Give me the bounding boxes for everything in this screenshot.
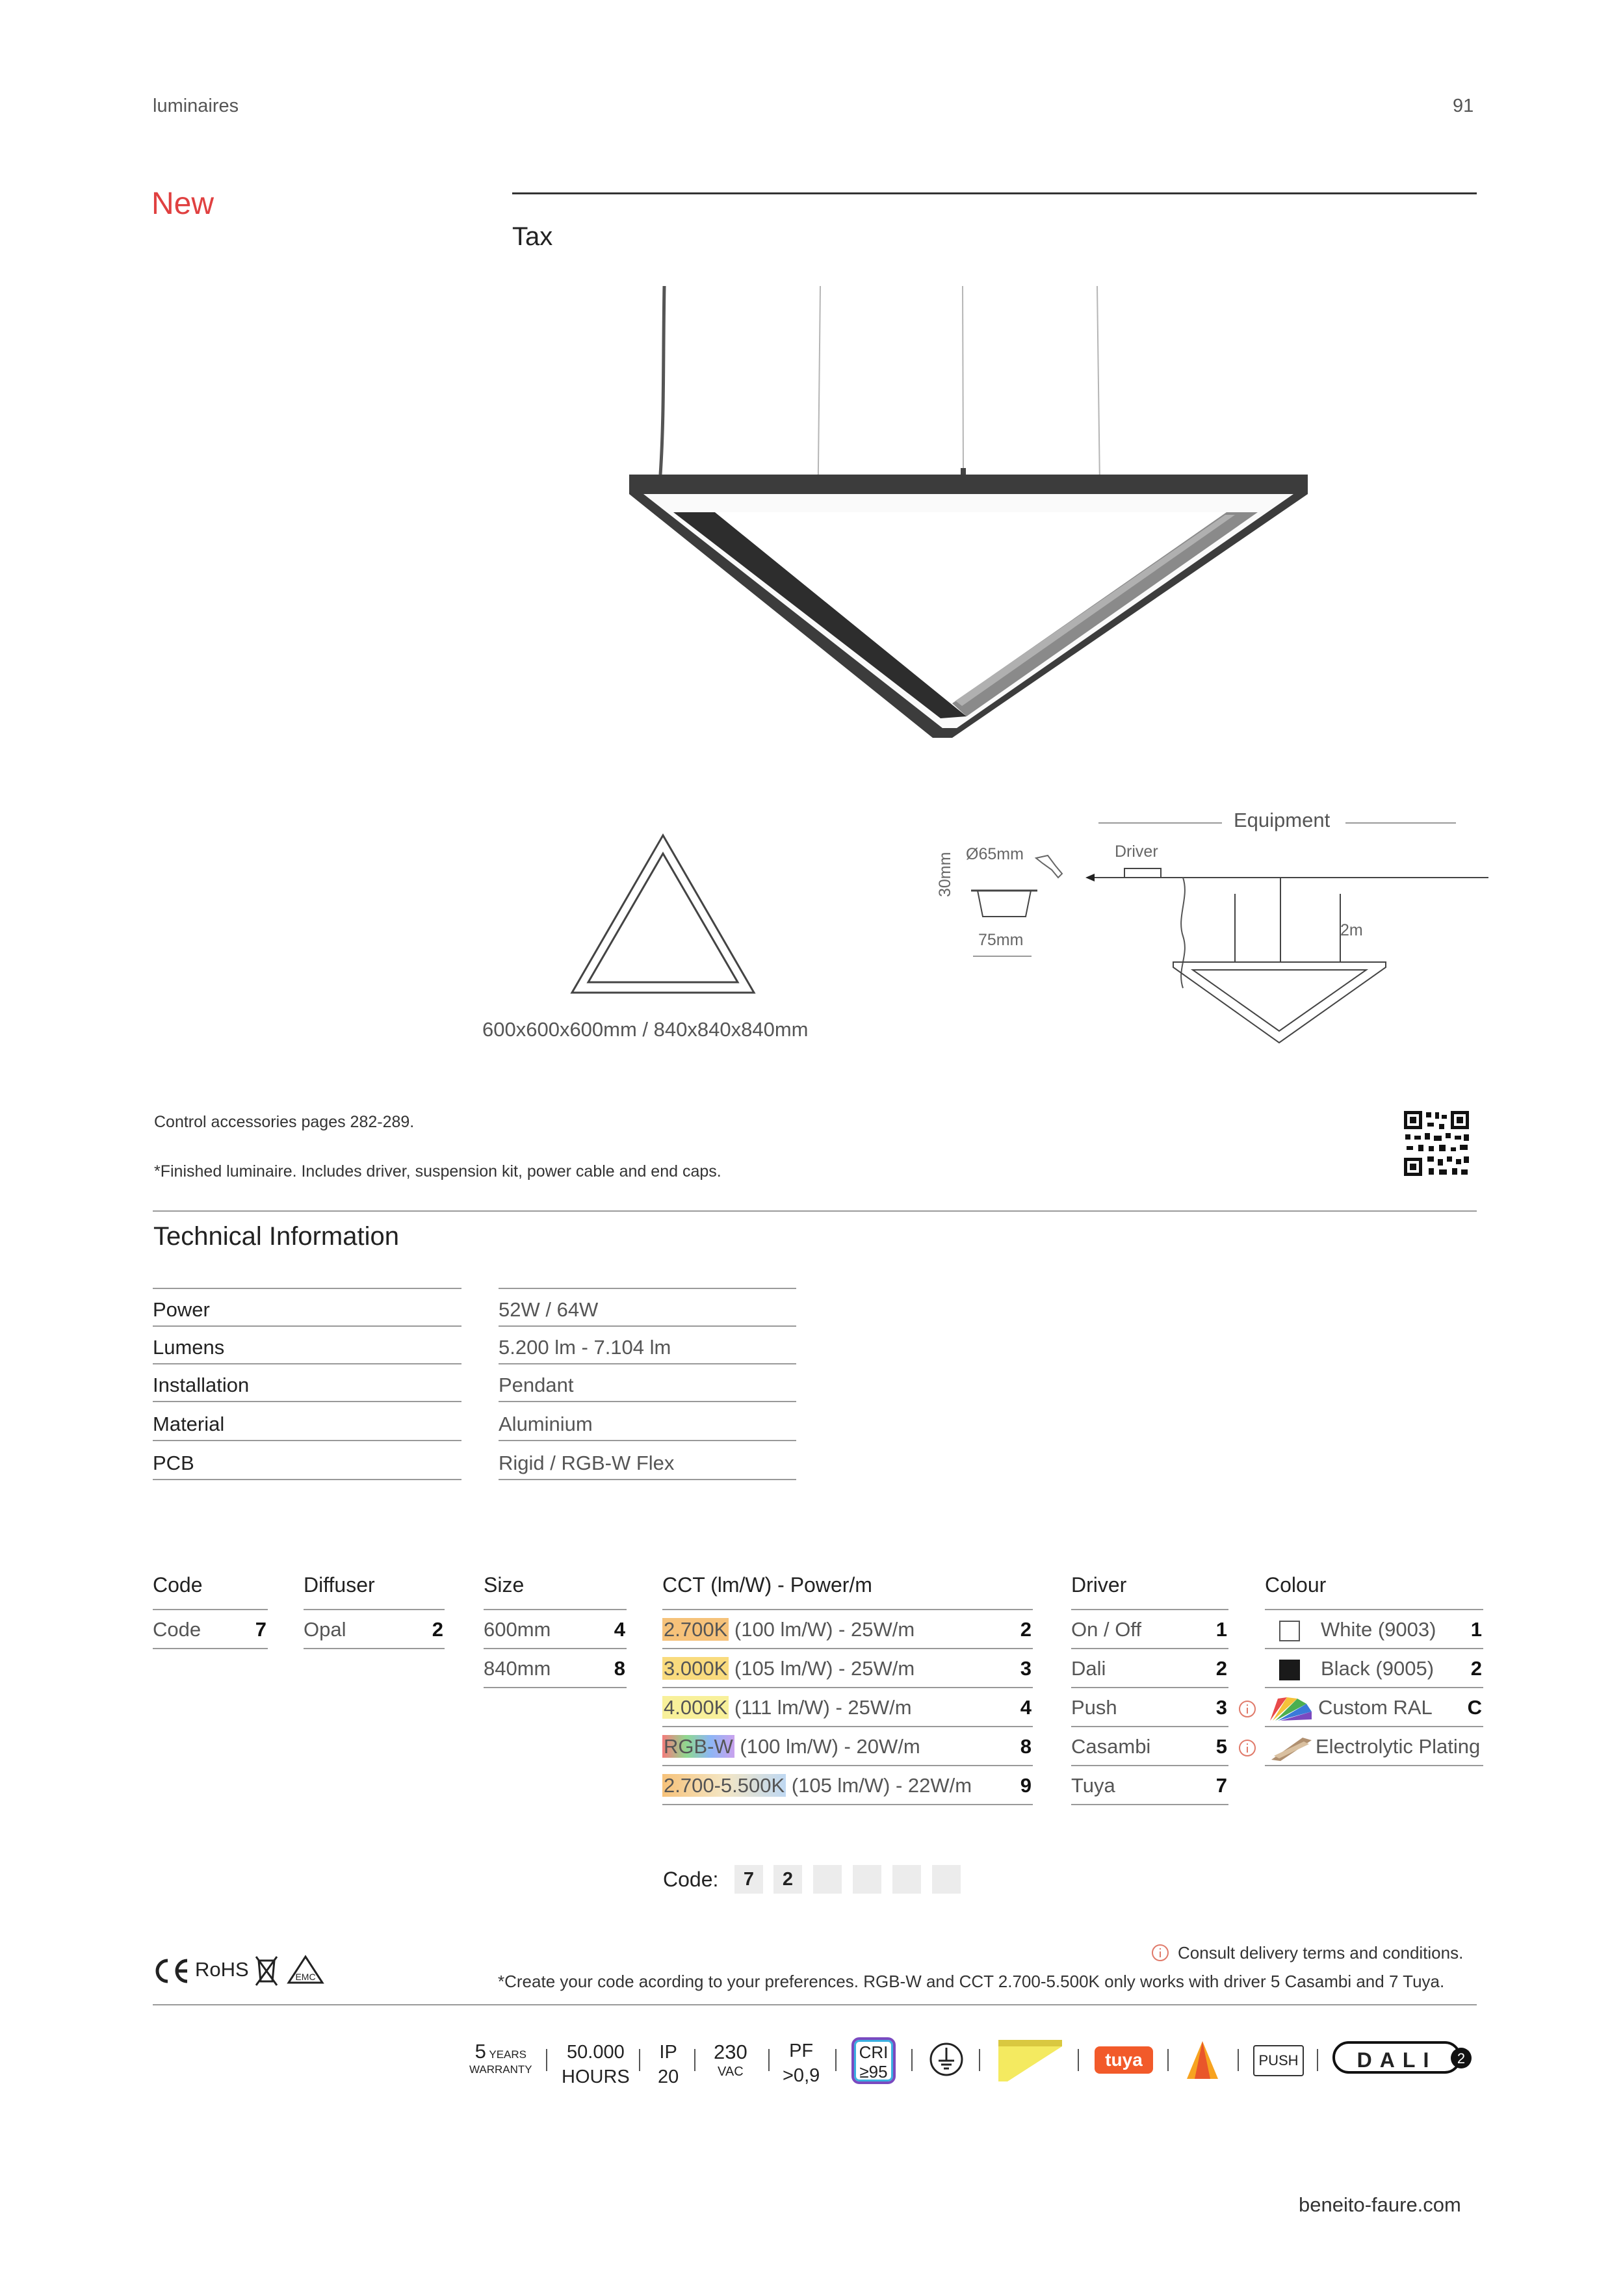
casambi-logo — [1184, 2039, 1221, 2081]
voltage-value: 230 — [714, 2041, 747, 2063]
spec-row-material — [153, 1403, 796, 1441]
option-label: On / Off — [1071, 1618, 1141, 1641]
weee-icon — [252, 1953, 281, 1988]
cct-tag: 2.700K — [664, 1618, 728, 1641]
spec-value: Aluminium — [499, 1413, 593, 1435]
option-label: Opal — [304, 1618, 346, 1641]
title-rule — [512, 192, 1477, 194]
option-label — [662, 1657, 915, 1680]
spec-label: PCB — [153, 1452, 194, 1474]
hours-number: 50.000 — [567, 2042, 625, 2063]
driver-option-tuya[interactable] — [1071, 1766, 1228, 1805]
spec-row-lumens — [153, 1327, 796, 1364]
warranty-badge — [469, 2040, 532, 2076]
option-number: 2 — [1215, 1657, 1227, 1680]
colour-option-plating[interactable] — [1265, 1727, 1483, 1766]
option-label: Dali — [1071, 1657, 1106, 1680]
hours-label: HOURS — [562, 2067, 630, 2087]
separator — [546, 2049, 547, 2071]
spec-value: Pendant — [499, 1374, 574, 1396]
cct-tag: RGB-W — [664, 1735, 733, 1758]
driver-option-push[interactable] — [1071, 1688, 1228, 1727]
option-label: White (9003) — [1321, 1618, 1436, 1641]
code-slot[interactable] — [892, 1865, 921, 1894]
separator — [979, 2049, 980, 2071]
option-number: 4 — [614, 1618, 625, 1641]
cct-detail: (100 lm/W) - 20W/m — [734, 1735, 920, 1758]
tuya-logo: tuya — [1095, 2046, 1153, 2074]
option-number: 8 — [614, 1657, 625, 1680]
cable-length: 2m — [1340, 921, 1363, 939]
driver-width: 75mm — [978, 931, 1024, 949]
size-option-840[interactable] — [484, 1649, 627, 1688]
rohs-mark: RoHS — [195, 1958, 249, 1981]
cri-badge — [851, 2037, 896, 2084]
cct-option-tunable[interactable] — [662, 1766, 1033, 1805]
separator — [1167, 2049, 1169, 2071]
colour-option-black[interactable] — [1265, 1649, 1483, 1688]
equipment-rule-left — [1098, 822, 1222, 824]
page-number: 91 — [1453, 96, 1474, 116]
pf-value: >0,9 — [783, 2065, 820, 2086]
cct-detail: (100 lm/W) - 25W/m — [729, 1618, 915, 1641]
code-slot[interactable] — [932, 1865, 961, 1894]
section-divider — [153, 1210, 1477, 1212]
driver-profile — [968, 884, 1040, 923]
spec-value: Rigid / RGB-W Flex — [499, 1452, 675, 1474]
col-header-code: Code — [153, 1573, 203, 1597]
col-header-size: Size — [484, 1573, 525, 1597]
info-icon — [1150, 1943, 1170, 1963]
option-number: 2 — [1470, 1657, 1482, 1680]
spec-row-installation — [153, 1364, 796, 1402]
driver-label: Driver — [1115, 842, 1158, 861]
option-label — [662, 1696, 912, 1719]
separator — [1317, 2049, 1318, 2071]
product-title: Tax — [512, 222, 553, 251]
driver-option-casambi[interactable] — [1071, 1727, 1228, 1766]
cct-detail: (111 lm/W) - 25W/m — [729, 1696, 912, 1719]
ip-label: IP — [659, 2042, 677, 2063]
option-label: Black (9005) — [1321, 1657, 1435, 1680]
qr-code[interactable] — [1403, 1110, 1470, 1177]
equipment-diagram — [1085, 858, 1488, 1053]
spec-row-pcb — [153, 1442, 796, 1480]
option-number: 9 — [1020, 1774, 1032, 1797]
black-swatch — [1279, 1660, 1300, 1680]
ip-badge — [658, 2040, 679, 2089]
header-section: luminaires — [153, 96, 239, 116]
driver-diameter: Ø65mm — [966, 845, 1024, 863]
website-link[interactable]: beneito-faure.com — [1299, 2193, 1461, 2216]
option-number: 7 — [255, 1618, 266, 1641]
spec-label: Lumens — [153, 1336, 225, 1359]
svg-text:EMC: EMC — [295, 1972, 316, 1982]
option-label — [662, 1774, 972, 1797]
cct-option-rgbw[interactable] — [662, 1727, 1033, 1766]
tech-title: Technical Information — [153, 1222, 399, 1251]
create-code-note: *Create your code acording to your preferences. RGB-W and CCT 2.700-5.500K only works with driver 5 Casambi and 7 Tuya. — [498, 1972, 1445, 1991]
option-number: 3 — [1215, 1696, 1227, 1719]
ground-icon — [928, 2041, 965, 2078]
svg-text:2: 2 — [1457, 2050, 1466, 2067]
spec-row-power — [153, 1289, 796, 1327]
info-icon[interactable] — [1238, 1738, 1257, 1758]
warranty-number: 5 — [474, 2040, 486, 2063]
cri-value: ≥95 — [859, 2062, 888, 2081]
pf-label: PF — [789, 2041, 814, 2061]
option-number: 8 — [1020, 1735, 1032, 1758]
cct-option-3000[interactable] — [662, 1649, 1033, 1688]
option-label: Tuya — [1071, 1774, 1115, 1797]
equipment-label: Equipment — [1234, 809, 1331, 831]
driver-height: 30mm — [936, 852, 954, 897]
driver-option-dali[interactable] — [1071, 1649, 1228, 1688]
ip-value: 20 — [658, 2067, 679, 2087]
info-icon[interactable] — [1238, 1699, 1257, 1719]
col-header-diffuser: Diffuser — [304, 1573, 375, 1597]
spec-label: Power — [153, 1298, 210, 1321]
equipment-rule-right — [1345, 822, 1456, 824]
option-label: 840mm — [484, 1657, 551, 1680]
separator — [1238, 2049, 1239, 2071]
diffuser-option-opal[interactable] — [304, 1610, 445, 1649]
option-number: 1 — [1470, 1618, 1482, 1641]
code-option[interactable] — [153, 1610, 268, 1649]
dimension-text: 600x600x600mm / 840x840x840mm — [482, 1018, 809, 1041]
code-builder-label: Code: — [663, 1868, 719, 1891]
option-number: 3 — [1020, 1657, 1032, 1680]
product-image — [617, 280, 1319, 761]
separator — [1078, 2049, 1079, 2071]
dali-2-icon — [1449, 2046, 1475, 2072]
finished-note: *Finished luminaire. Includes driver, suspension kit, power cable and end caps. — [154, 1162, 721, 1181]
driver-option-onoff[interactable] — [1071, 1610, 1228, 1649]
clip-icon — [1033, 852, 1066, 884]
code-slot[interactable]: 2 — [773, 1865, 802, 1894]
option-label: Code — [153, 1618, 201, 1641]
pf-badge — [783, 2039, 820, 2088]
spec-value: 52W / 64W — [499, 1298, 599, 1321]
voltage-unit: VAC — [718, 2065, 744, 2079]
option-number: 4 — [1020, 1696, 1032, 1719]
cri-label: CRI — [859, 2042, 889, 2062]
separator — [835, 2049, 837, 2071]
cct-option-4000[interactable] — [662, 1688, 1033, 1727]
cct-tag: 2.700-5.500K — [664, 1774, 785, 1797]
cct-tag: 3.000K — [664, 1657, 728, 1680]
separator — [911, 2049, 913, 2071]
consult-note: Consult delivery terms and conditions. — [1178, 1943, 1464, 1963]
option-label: Push — [1071, 1696, 1117, 1719]
code-slot[interactable]: 7 — [734, 1865, 763, 1894]
footer-divider — [153, 2004, 1477, 2005]
control-note: Control accessories pages 282-289. — [154, 1113, 415, 1131]
size-option-600[interactable] — [484, 1610, 627, 1649]
col-header-colour: Colour — [1265, 1573, 1327, 1597]
option-number: 7 — [1215, 1774, 1227, 1797]
col-header-cct: CCT (lm/W) - Power/m — [662, 1573, 872, 1597]
width-line — [973, 956, 1032, 957]
code-slot[interactable] — [813, 1865, 842, 1894]
option-number: 1 — [1215, 1618, 1227, 1641]
code-slot[interactable] — [853, 1865, 881, 1894]
separator — [639, 2049, 640, 2071]
cct-detail: (105 lm/W) - 22W/m — [786, 1774, 972, 1797]
spec-value: 5.200 lm - 7.104 lm — [499, 1336, 671, 1359]
enec-icon — [286, 1954, 325, 1987]
dimension-diagram — [565, 829, 760, 1004]
option-number: C — [1467, 1696, 1482, 1719]
cct-option-2700[interactable] — [662, 1610, 1033, 1649]
option-label: 600mm — [484, 1618, 551, 1641]
dali-logo: DALI — [1332, 2041, 1461, 2074]
option-number: 2 — [1020, 1618, 1032, 1641]
option-number: 5 — [1215, 1735, 1227, 1758]
light-beam-icon — [994, 2036, 1066, 2084]
separator — [768, 2049, 770, 2071]
warranty-label: WARRANTY — [469, 2063, 532, 2076]
option-label — [662, 1618, 915, 1641]
ral-fan-icon — [1265, 1695, 1317, 1723]
hours-badge — [562, 2040, 630, 2089]
separator — [694, 2049, 695, 2071]
option-label: Custom RAL — [1318, 1696, 1433, 1719]
colour-option-custom-ral[interactable] — [1265, 1688, 1483, 1727]
col-header-driver: Driver — [1071, 1573, 1127, 1597]
spec-label: Material — [153, 1413, 225, 1435]
option-label — [662, 1735, 920, 1758]
plating-icon — [1265, 1734, 1317, 1762]
voltage-badge — [714, 2040, 747, 2080]
option-number: 2 — [432, 1618, 443, 1641]
colour-option-white[interactable] — [1265, 1610, 1483, 1649]
white-swatch — [1279, 1621, 1300, 1641]
push-badge: PUSH — [1253, 2045, 1304, 2076]
new-badge: New — [151, 187, 214, 221]
spec-label: Installation — [153, 1374, 250, 1396]
warranty-years: YEARS — [489, 2048, 526, 2061]
option-label: Electrolytic Plating — [1316, 1735, 1481, 1758]
option-label: Casambi — [1071, 1735, 1151, 1758]
cct-detail: (105 lm/W) - 25W/m — [729, 1657, 915, 1680]
ce-mark-icon — [152, 1957, 191, 1985]
cct-tag: 4.000K — [664, 1696, 728, 1719]
